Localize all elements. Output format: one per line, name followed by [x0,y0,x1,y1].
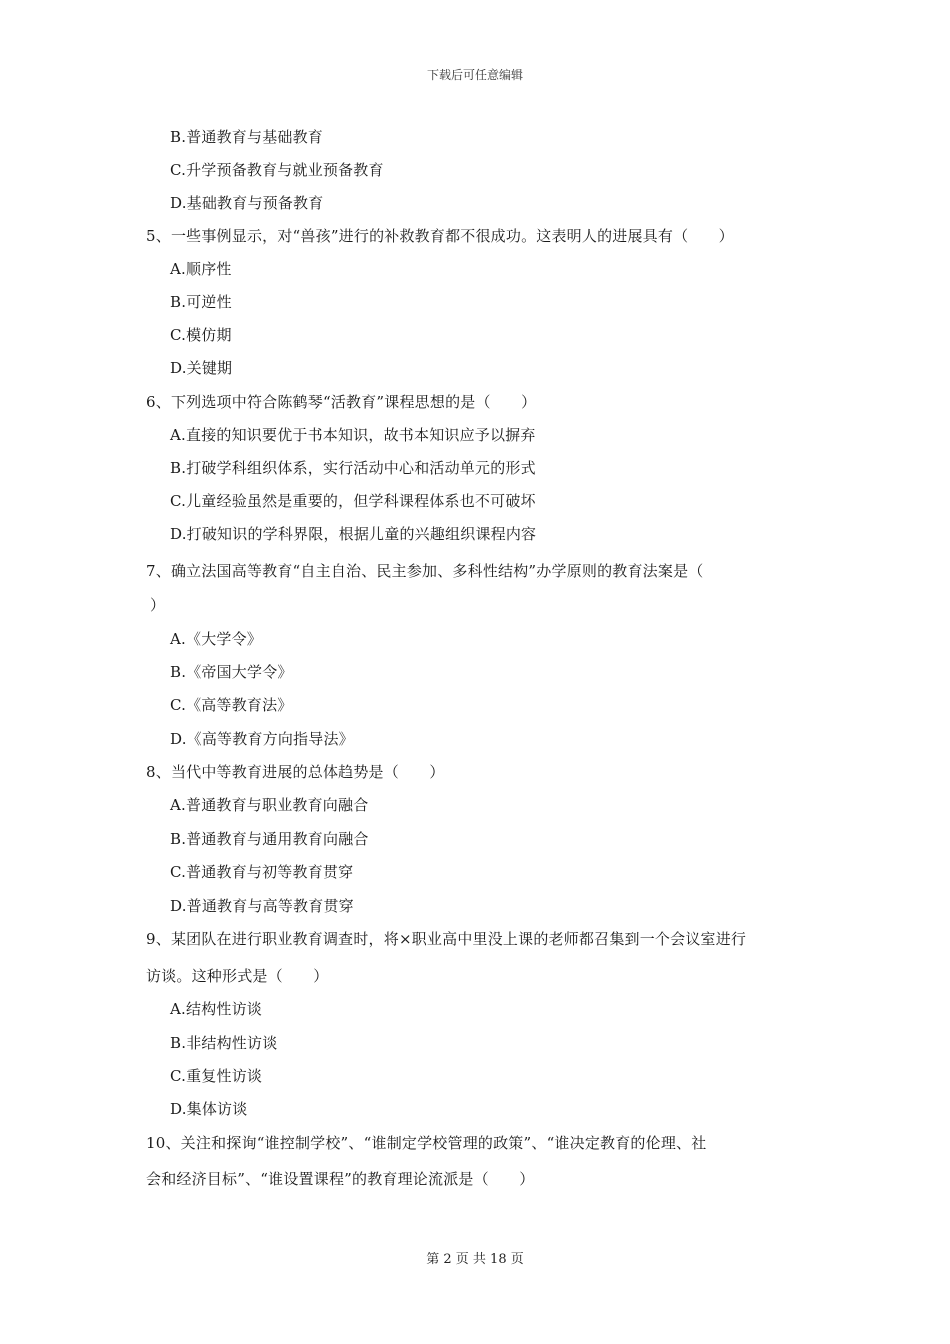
option-7a: A.《大学令》 [170,630,263,648]
option-9a: A.结构性访谈 [170,1000,263,1018]
option-8a: A.普通教育与职业教育向融合 [170,796,369,814]
question-9-continuation: 访谈。这种形式是（ ） [146,967,329,985]
question-10: 10、关注和探询“谁控制学校”、“谁制定学校管理的政策”、“谁决定教育的伦理、社 [146,1134,707,1152]
question-8: 8、当代中等教育进展的总体趋势是（ ） [146,763,445,781]
option-8d: D.普通教育与高等教育贯穿 [170,897,354,915]
question-9: 9、某团队在进行职业教育调查时，将×职业高中里没上课的老师都召集到一个会议室进行 [146,930,747,948]
option-5d: D.关键期 [170,359,233,377]
question-7: 7、确立法国高等教育“自主自治、民主参加、多科性结构”办学原则的教育法案是（ [146,562,704,580]
question-7-continuation: ） [150,596,166,614]
option-5c: C.模仿期 [170,326,232,344]
option-6d: D.打破知识的学科界限，根据儿童的兴趣组织课程内容 [170,525,537,543]
option-9d: D.集体访谈 [170,1100,248,1118]
option-9b: B.非结构性访谈 [170,1034,278,1052]
option-4c: C.升学预备教育与就业预备教育 [170,161,384,179]
option-6b: B.打破学科组织体系，实行活动中心和活动单元的形式 [170,459,536,477]
option-6c: C.儿童经验虽然是重要的，但学科课程体系也不可破坏 [170,492,536,510]
option-8c: C.普通教育与初等教育贯穿 [170,863,354,881]
option-9c: C.重复性访谈 [170,1067,263,1085]
question-10-continuation: 会和经济目标”、“谁设置课程”的教育理论流派是（ ） [146,1170,535,1188]
option-5a: A.顺序性 [170,260,232,278]
option-5b: B.可逆性 [170,293,232,311]
option-6a: A.直接的知识要优于书本知识，故书本知识应予以摒弃 [170,426,536,444]
option-4d: D.基础教育与预备教育 [170,194,324,212]
page-footer: 第 2 页 共 18 页 [426,1252,524,1267]
option-4b: B.普通教育与基础教育 [170,128,323,146]
option-7c: C.《高等教育法》 [170,696,293,714]
option-7d: D.《高等教育方向指导法》 [170,730,354,748]
question-5: 5、一些事例显示，对“兽孩”进行的补救教育都不很成功。这表明人的进展具有（ ） [146,227,734,245]
option-8b: B.普通教育与通用教育向融合 [170,830,369,848]
page-header: 下载后可任意编辑 [426,68,523,82]
question-6: 6、下列选项中符合陈鹤琴“活教育”课程思想的是（ ） [146,393,537,411]
option-7b: B.《帝国大学令》 [170,663,293,681]
